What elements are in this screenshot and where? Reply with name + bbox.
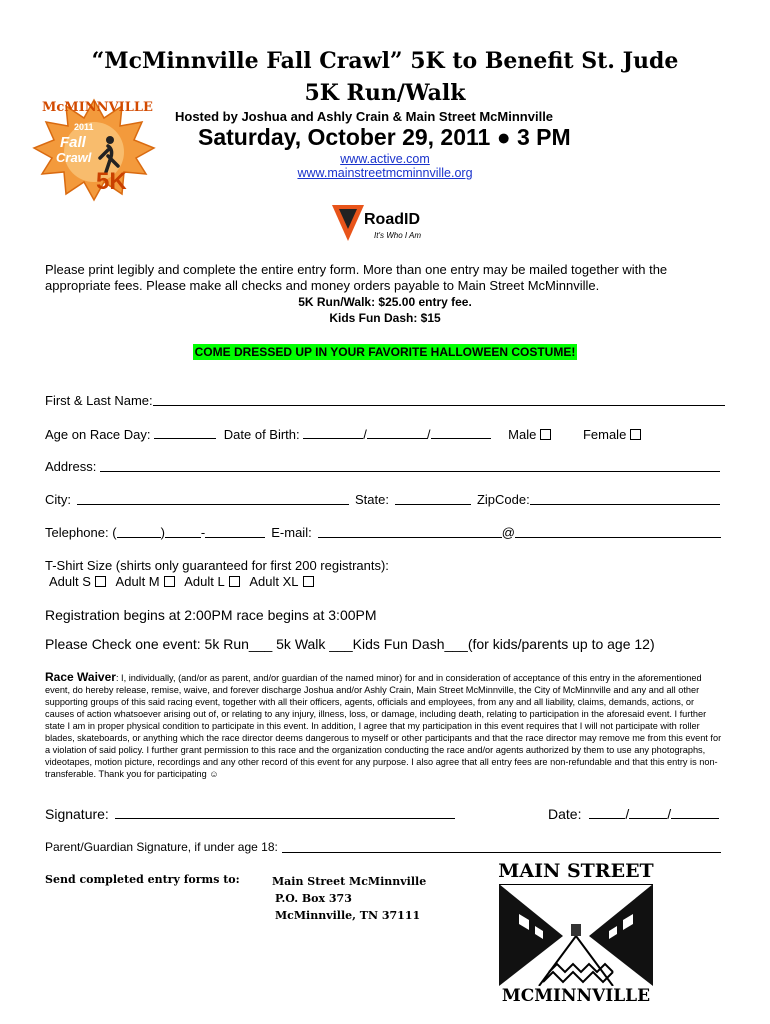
zip-label: ZipCode: xyxy=(476,492,530,507)
event-choice: Please Check one event: 5k Run___ 5k Walk ___Kids Fun Dash___(for kids/parents up to age 12) xyxy=(45,636,655,652)
size-l-label: Adult L xyxy=(184,574,225,589)
address-field[interactable] xyxy=(100,459,720,472)
intro-paragraph: Please print legibly and complete the entire entry form. More than one entry may be mailed together with the appropriate fees. Please make all checks and money orders payable to Main Street McMinnville. xyxy=(45,262,668,293)
name-field[interactable] xyxy=(153,393,725,406)
size-l-checkbox[interactable] xyxy=(229,576,240,587)
date-year-field[interactable] xyxy=(671,806,719,819)
male-label: Male xyxy=(508,427,537,442)
size-xl-checkbox[interactable] xyxy=(303,576,314,587)
link-active[interactable]: www.active.com xyxy=(340,152,430,166)
mailing-address xyxy=(272,873,426,924)
zip-field[interactable] xyxy=(530,492,720,505)
registration-time: Registration begins at 2:00PM race begins at 3:00PM xyxy=(45,607,377,623)
event-date: Saturday, October 29, 2011 ● 3 PM xyxy=(198,124,571,150)
signature-label: Signature: xyxy=(45,806,109,822)
state-label: State: xyxy=(355,492,389,507)
city-label: City: xyxy=(45,492,71,507)
roadid-name: RoadID xyxy=(364,211,420,228)
address-line3: McMinnville, TN 37111 xyxy=(275,909,421,922)
logo-year: 2011 xyxy=(74,122,94,132)
page-title: “McMinnville Fall Crawl” 5K to Benefit St. Jude xyxy=(91,48,679,74)
date-label: Date: xyxy=(548,806,582,822)
date-month-field[interactable] xyxy=(589,806,625,819)
mainstreet-logo-bottom: MCMINNVILLE xyxy=(501,986,651,1006)
dob-year-field[interactable] xyxy=(431,426,491,439)
size-m-checkbox[interactable] xyxy=(164,576,175,587)
date-row: Date: / / xyxy=(548,806,719,822)
waiver-label: Race Waiver xyxy=(45,670,116,684)
roadid-logo xyxy=(330,203,440,245)
fee-run-walk: 5K Run/Walk: $25.00 entry fee. xyxy=(298,295,472,309)
roadid-tagline: It's Who I Am xyxy=(374,231,422,240)
name-label: First & Last Name: xyxy=(45,393,153,408)
race-waiver xyxy=(45,671,725,780)
city-row xyxy=(45,492,720,507)
dob-month-field[interactable] xyxy=(303,426,363,439)
phone-label: Telephone: ( xyxy=(45,525,117,540)
address-line1: Main Street McMinnville xyxy=(272,875,427,888)
logo-crawl: Crawl xyxy=(56,150,92,165)
email-domain-field[interactable] xyxy=(515,525,721,538)
logo-5k: 5K xyxy=(96,168,127,195)
email-at: @ xyxy=(501,525,515,540)
email-user-field[interactable] xyxy=(318,525,502,538)
send-label: Send completed entry forms to: xyxy=(45,873,240,886)
signature-field[interactable] xyxy=(115,806,455,819)
city-field[interactable] xyxy=(77,492,349,505)
dob-day-field[interactable] xyxy=(367,426,427,439)
hosted-by: Hosted by Joshua and Ashly Crain & Main Street McMinnville xyxy=(175,109,554,124)
size-s-checkbox[interactable] xyxy=(95,576,106,587)
size-xl-label: Adult XL xyxy=(249,574,299,589)
phone-number-field[interactable] xyxy=(205,525,265,538)
age-label: Age on Race Day: xyxy=(45,427,151,442)
signature-row xyxy=(45,806,455,822)
links xyxy=(175,152,595,180)
address-row xyxy=(45,459,720,474)
state-field[interactable] xyxy=(395,492,471,505)
size-m-label: Adult M xyxy=(115,574,160,589)
address-line2: P.O. Box 373 xyxy=(275,892,352,905)
date-day-field[interactable] xyxy=(629,806,667,819)
street-scene-icon xyxy=(499,884,653,986)
email-label: E-mail: xyxy=(271,525,312,540)
female-checkbox[interactable] xyxy=(630,429,641,440)
guardian-label: Parent/Guardian Signature, if under age 18: xyxy=(45,840,278,854)
page-subtitle: 5K Run/Walk xyxy=(304,80,466,106)
tshirt-label: T-Shirt Size (shirts only guaranteed for first 200 registrants): xyxy=(45,558,389,573)
dob-label: Date of Birth: xyxy=(223,427,300,442)
female-label: Female xyxy=(582,427,627,442)
tshirt-sizes xyxy=(49,574,314,589)
size-s-label: Adult S xyxy=(49,574,91,589)
age-row: Age on Race Day: Date of Birth: / / Male Female xyxy=(45,426,705,442)
link-mainstreet[interactable]: www.mainstreetmcminnville.org xyxy=(297,166,473,180)
costume-banner xyxy=(0,343,770,361)
fall-crawl-logo xyxy=(30,96,158,204)
guardian-row xyxy=(45,840,721,854)
age-field[interactable] xyxy=(154,426,216,439)
name-row xyxy=(45,393,725,408)
logo-top-text: McMINNVILLE xyxy=(42,100,153,115)
phone-prefix-field[interactable] xyxy=(165,525,201,538)
costume-text: COME DRESSED UP IN YOUR FAVORITE HALLOWEEN COSTUME! xyxy=(194,345,576,359)
address-label: Address: xyxy=(45,459,97,474)
guardian-signature-field[interactable] xyxy=(282,840,721,853)
male-checkbox[interactable] xyxy=(540,429,551,440)
phone-area-field[interactable] xyxy=(117,525,161,538)
mainstreet-logo xyxy=(495,860,657,1008)
roadid-shield-icon xyxy=(330,203,366,243)
logo-fall: Fall xyxy=(60,134,86,151)
waiver-text: : I, individually, (and/or as parent, and/or guardian of the named minor) for and in consideration of acceptance of this entry in the aforementioned event, do hereby release, remise, waive, and forever discharge Joshua and/or Ashly Crain, Main Street McMinnville, the City of McMinnville and any and all other supporting groups of this said racing event, together with all their officers, agents, officials and employees, from any and all liability, claims, demands, actions, or causes of action whatsoever arising out of, or relating to any injury, illness, loss, or damage, including death, relating to participation in the aforesaid event. I further state I am in proper physical condition to participate in this event. In addition, I agree that my participation in this event requires that I will not participate with roller blades, skateboards, or anything which the race director deems dangerous to myself or other participants and that the race director may remove me from this event for a violation of said policy. I further grant permission to this race and the organization conducting the race and/or agents authorized by them to use any photographs, videotapes, motion picture, recordings and any other record of this event for any purpose. I also agree that all entry fees are non-refundable and that this entry is non-transferable. Thank you for participating ☺ xyxy=(45,673,722,779)
fee-kids-dash: Kids Fun Dash: $15 xyxy=(329,311,441,325)
phone-row: Telephone: ( ) - E-mail: @ xyxy=(45,525,721,540)
mainstreet-logo-top: MAIN STREET xyxy=(498,860,654,882)
